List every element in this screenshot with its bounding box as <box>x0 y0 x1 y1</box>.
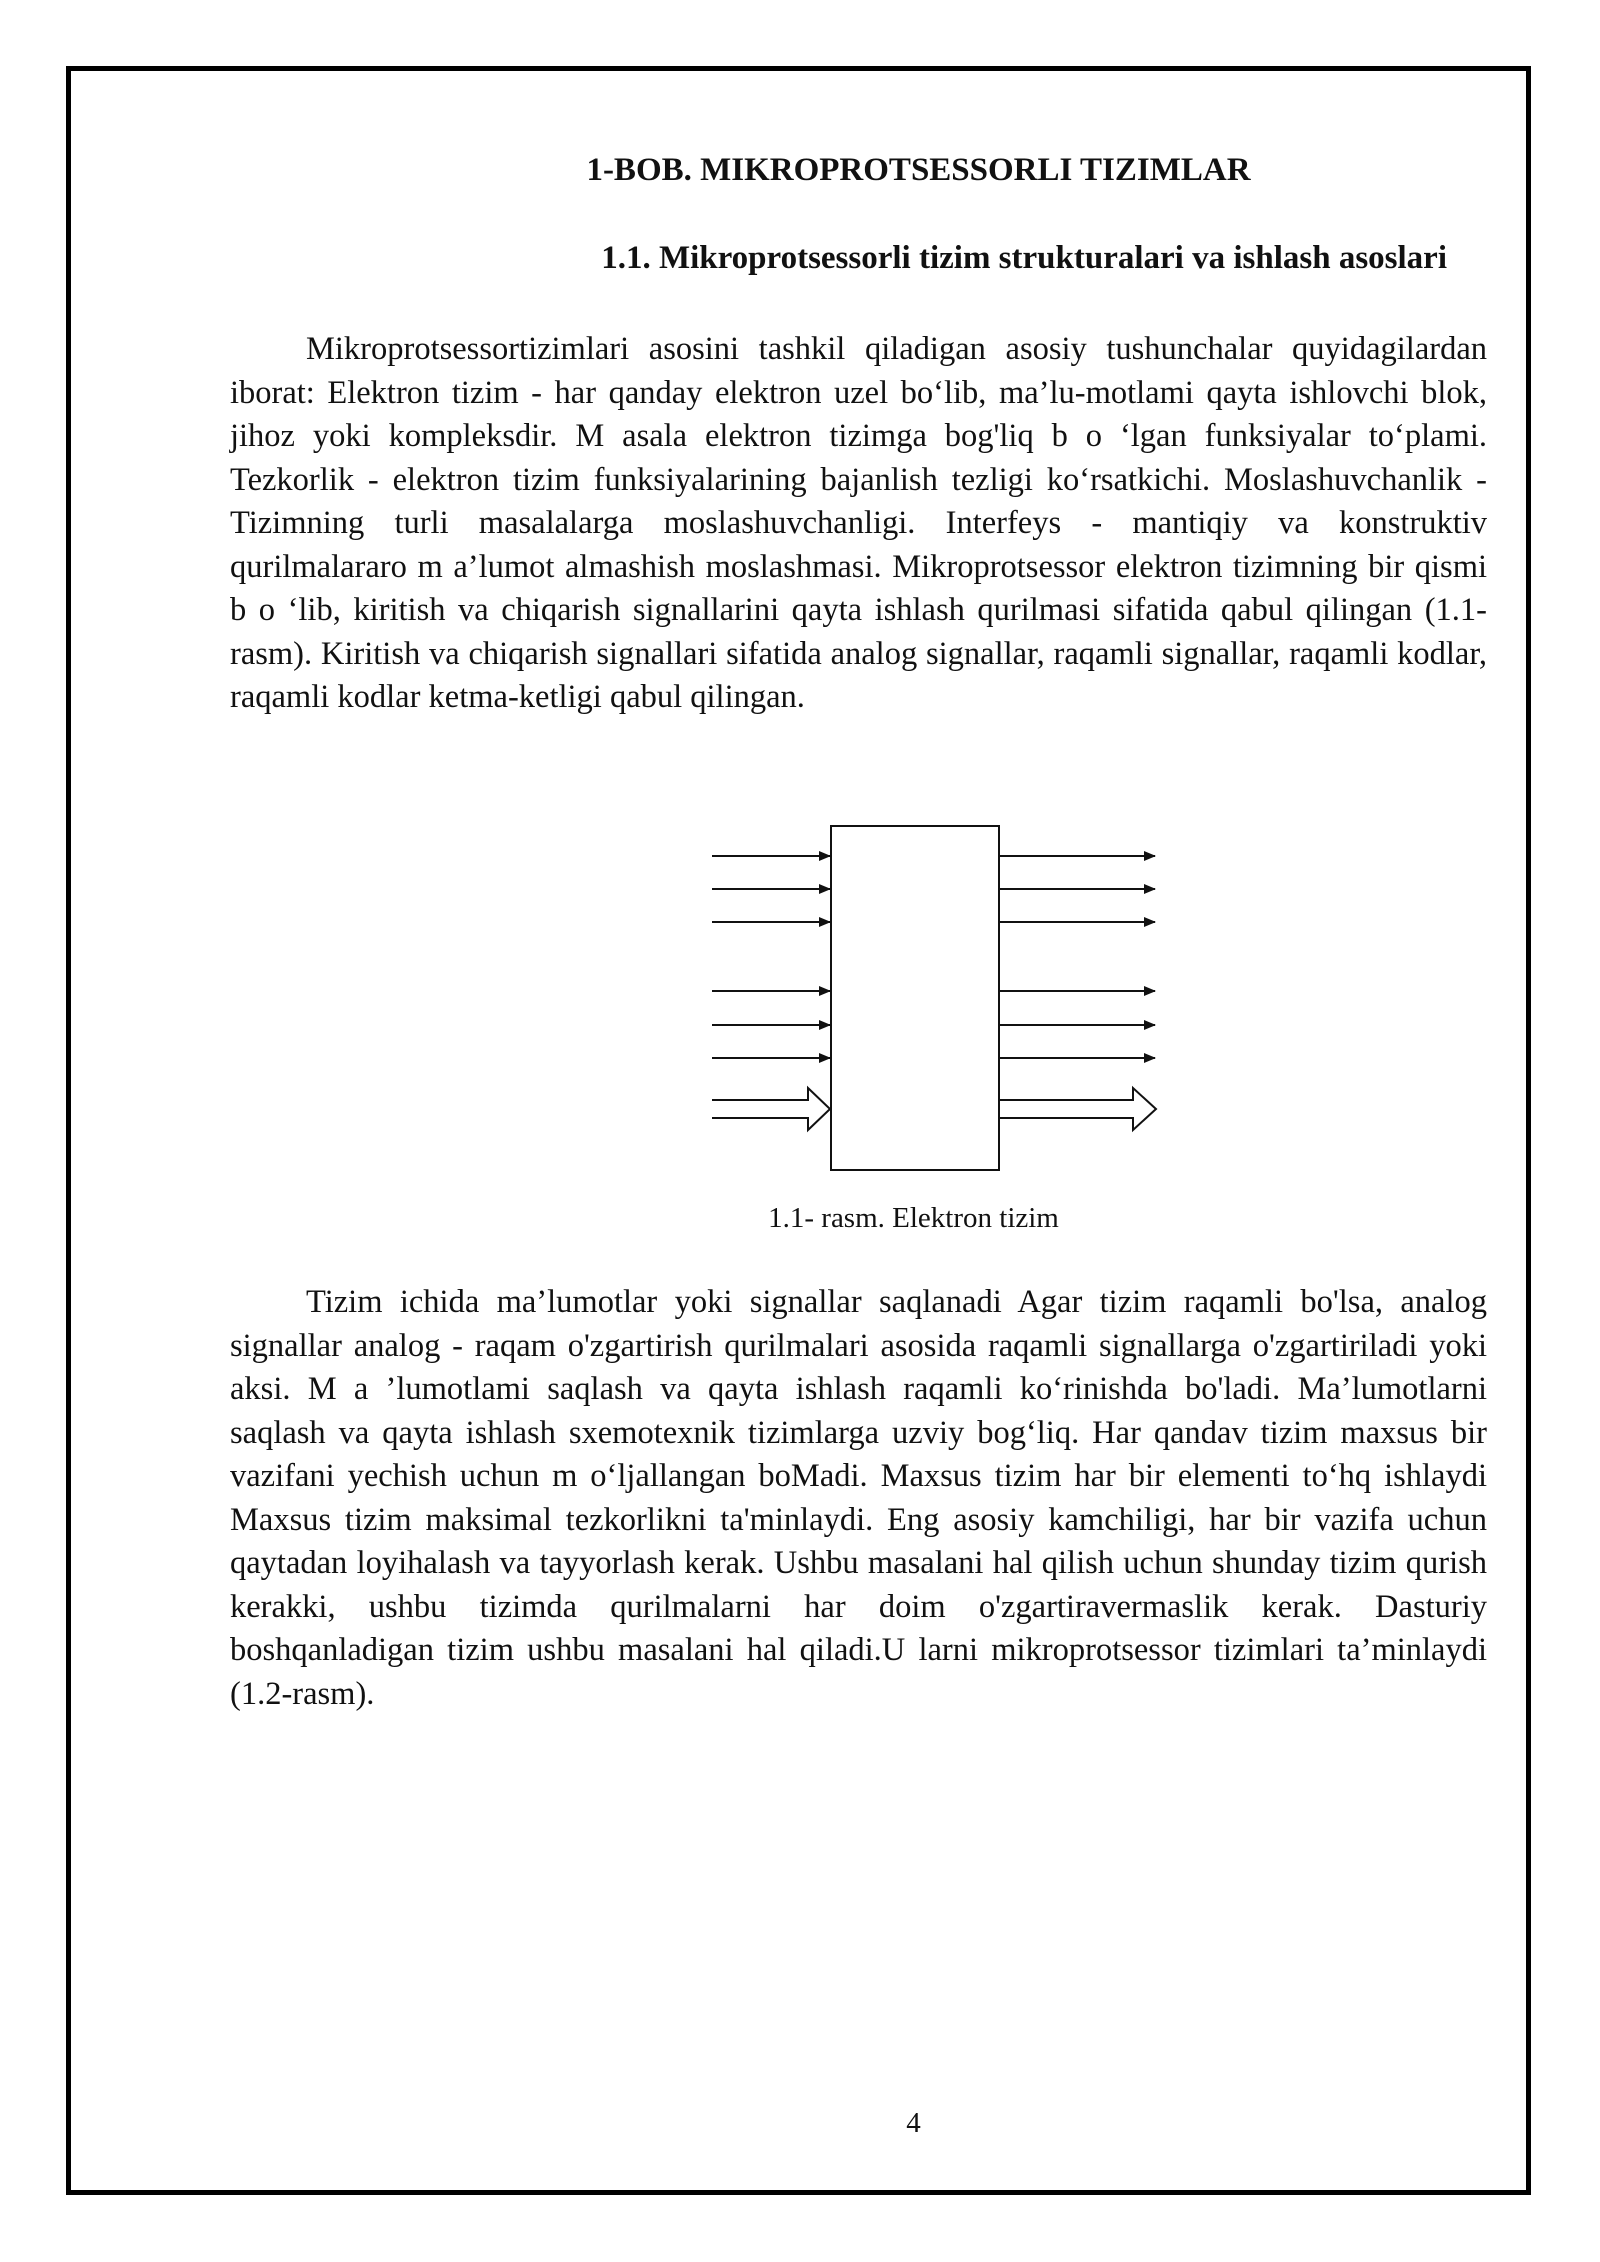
paragraph-2: Tizim ichida ma’lumotlar yoki signallar saqlanadi Agar tizim raqamli bo'lsa, analog signallar analog - raqam o'zgartirish qurilmalari asosida raqamli signallarga o'zgartiriladi yoki aksi. M a ’lumotlami saqlash va qayta ishlash raqamli ko‘rinishda bo'ladi. Ma’lumotlarni saqlash va qayta ishlash sxemotexnik tizimlarga uzviy bog‘liq. Har qandav tizim maxsus bir vazifani yechish uchun m o‘ljallangan boMadi. Maxsus tizim har bir elementi to‘hq ishlaydi Maxsus tizim maksimal tezkorlikni ta'minlaydi. Eng asosiy kamchiligi, har bir vazifa uchun qaytadan loyihalash va tayyorlash kerak. Ushbu masalani hal qilish uchun shunday tizim qurish kerakki, ushbu tizimda qurilmalarni har doim o'zgartiravermaslik kerak. Dasturiy boshqanladigan tizim ushbu masalani hal qiladi.U larni mikroprotsessor tizimlari ta’minlaydi (1.2-rasm). <box>230 1284 1487 1712</box>
electronic-system-diagram <box>700 818 1180 1188</box>
figure-caption: 1.1- rasm. Elektron tizim <box>768 1202 1059 1234</box>
output-bus-arrow <box>1000 1088 1156 1130</box>
input-bus-arrow <box>712 1088 830 1130</box>
system-block <box>831 826 999 1170</box>
section-title: 1.1. Mikroprotsessorli tizim strukturalari va ishlash asoslari <box>601 240 1447 276</box>
paragraph-1: Mikroprotsessortizimlari asosini tashkil qiladigan asosiy tushunchalar quyidagilardan iborat: Elektron tizim - har qanday elektron uzel bo‘lib, ma’lu-motlami qayta ishlovchi blok, jihoz yoki kompleksdir. M asala elektron tizimga bog'liq b o ‘lgan funksiyalar to‘plami. Tezkorlik - elektron tizim funksiyalarining bajanlish tezligi ko‘rsatkichi. Moslashuvchanlik - Tizimning turli masalalarga moslashuvchanligi. Interfeys - mantiqiy va konstruktiv qurilmalararo m a’lumot almashish moslashmasi. Mikroprotsessor elektron tizimning bir qismi b o ‘lib, kiritish va chiqarish signallarini qayta ishlash qurilmasi sifatida qabul qilingan (1.1-rasm). Kiritish va chiqarish signallari sifatida analog signallar, raqamli signallar, raqamli kodlar, raqamli kodlar ketma-ketligi qabul qilingan. <box>230 331 1487 715</box>
page-number: 4 <box>906 2107 921 2139</box>
chapter-title: 1-BOB. MIKROPROTSESSORLI TIZIMLAR <box>586 152 1251 188</box>
